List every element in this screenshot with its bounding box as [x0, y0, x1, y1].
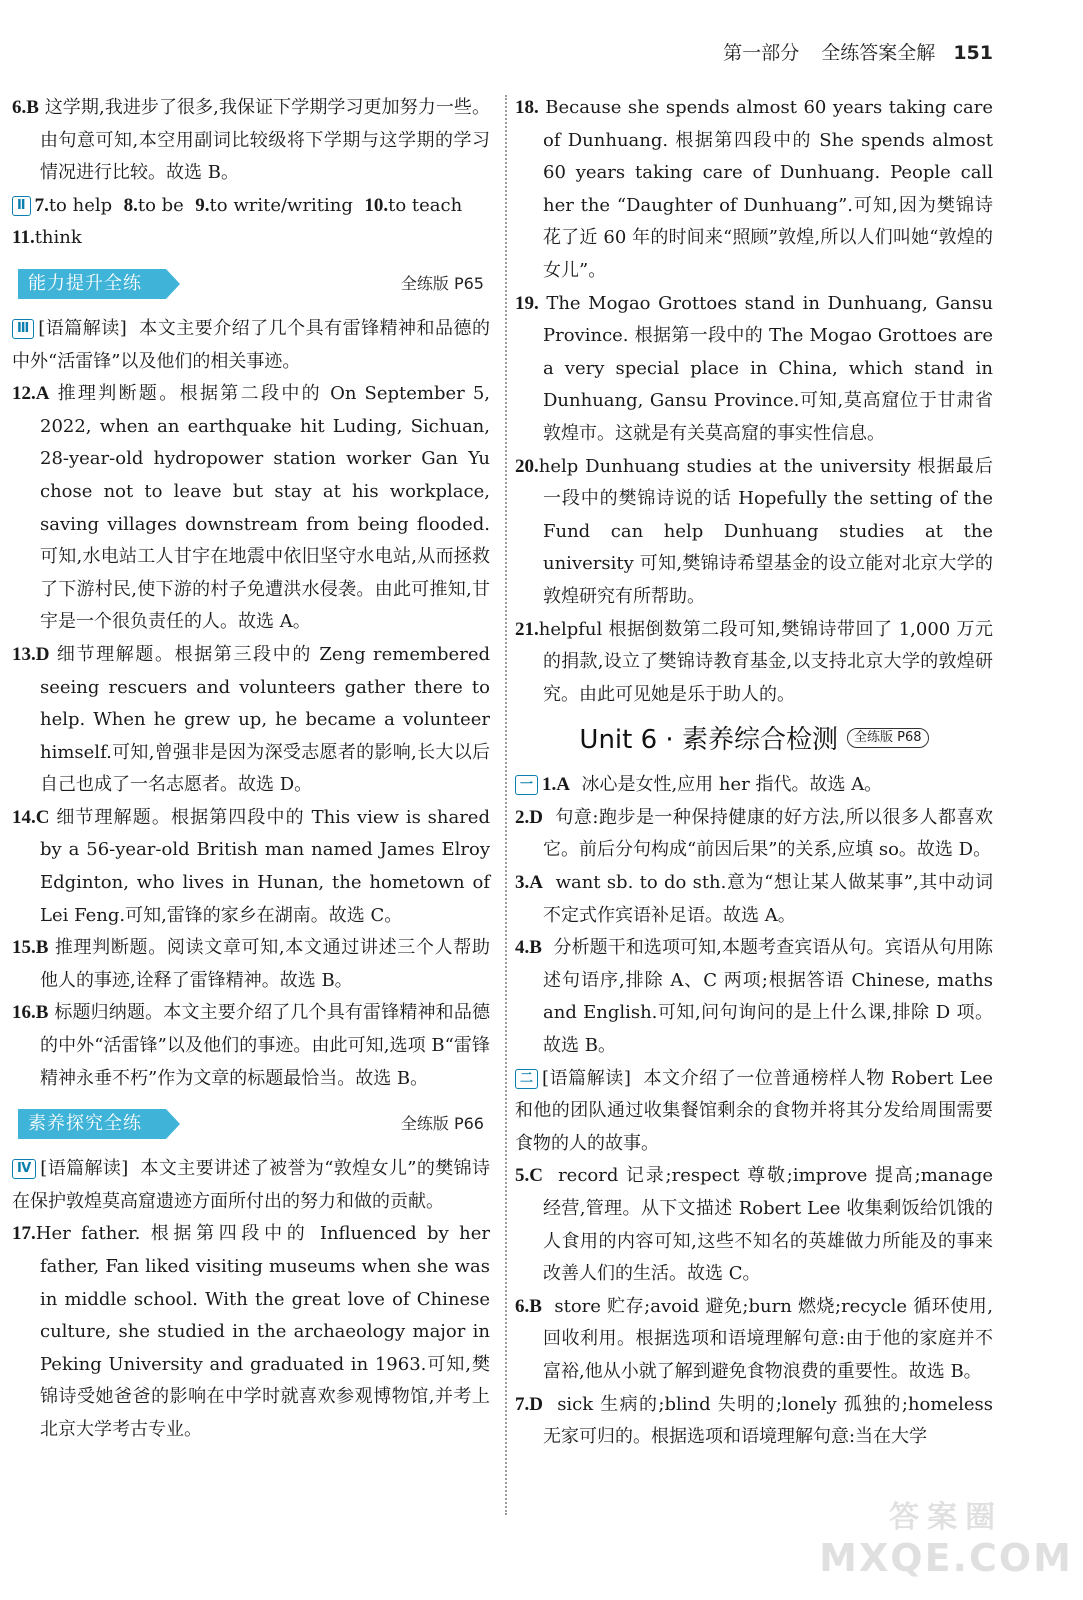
- page-header: [723, 38, 993, 65]
- answer-21: 21.helpful 根据倒数第二段可知,樊锦诗带回了 1,000 万元的捐款,设立了樊锦诗教育基金,以支持北京大学的敦煌研究。由此可见她是乐于助人的。: [515, 618, 993, 705]
- answer-7: 7.D sick 生病的;blind 失明的;lonely 孤独的;homeless 无家可归的。根据选项和语境理解句意:当在大学: [515, 1393, 993, 1448]
- answer-14: 14.C 细节理解题。根据第四段中的 This view is shared by a 56-year-old British man named James Elroy Edginton, who lives in Hunan, the hometown of Lei Feng.可知,雷锋的家乡在湖南。故选 C。: [12, 806, 490, 926]
- part-badge: Ⅱ: [12, 196, 31, 216]
- watermark-mark: 答案圈: [889, 1500, 1004, 1535]
- section-ref: 全练版 P65: [400, 273, 484, 293]
- answer-6: 6.B 这学期,我进步了很多,我保证下学期学习更加努力一些。由句意可知,本空用副词比较级将下学期与这学期的学习情况进行比较。故选 B。: [12, 97, 490, 184]
- section-label: 素养探究全练: [18, 1109, 166, 1139]
- right-column: [515, 92, 993, 1454]
- passage-summary-4: Ⅳ [语篇解读] 本文主要讲述了被誉为“敦煌女儿”的樊锦诗在保护敦煌莫高窟遗迹方面所付出的努力和做的贡献。: [12, 1158, 490, 1212]
- header-section: 第一部分: [723, 42, 800, 64]
- answer-18: 18. Because she spends almost 60 years taking care of Dunhuang. 根据第四段中的 She spends almost 60 years taking care of Dunhuang. People call her the “Daughter of Dunhuang”.可知,因为樊锦诗花了近 60 年的时间来“照顾”敦煌,所以人们叫她“敦煌的女儿”。: [515, 97, 993, 281]
- part-2-answers: Ⅱ 7.to help 8.to be 9.to write/writing 10.to teach 11.think: [12, 194, 463, 249]
- answer-4: 4.B 分析题干和选项可知,本题考查宾语从句。宾语从句用陈述句语序,排除 A、C 两项;根据答语 Chinese, maths and English.可知,问句询问的是上什么课,排除 D 项。故选 B。: [515, 937, 993, 1057]
- answer-6-unit: 6.B store 贮存;avoid 避免;burn 燃烧;recycle 循环使用,回收利用。根据选项和语境理解句意:由于他的家庭并不富裕,他从小就了解到避免食物浪费的重要性。故选 B。: [515, 1295, 993, 1382]
- header-title: 全练答案全解: [821, 42, 936, 64]
- answer-13: 13.D 细节理解题。根据第三段中的 Zeng remembered seeing rescuers and volunteers gather there to help. When he grew up, he became a volunteer himself.可知,曾强非是因为深受志愿者的影响,长大以后自己也成了一名志愿者。故选 D。: [12, 643, 490, 796]
- left-column: [12, 92, 490, 1447]
- answer-5: 5.C record 记录;respect 尊敬;improve 提高;manage 经营,管理。从下文描述 Robert Lee 收集剩饭给饥饿的人食用的内容可知,这些不知名的英雄做力所能及的事来改善人们的生活。故选 C。: [515, 1165, 993, 1285]
- answer-1: 一 1.A 冰心是女性,应用 her 指代。故选 A。: [515, 769, 993, 802]
- part-badge: 二: [515, 1069, 538, 1089]
- section-heading-literacy: [12, 1105, 490, 1145]
- section-label: 能力提升全练: [18, 269, 166, 299]
- unit-title: Unit 6 · 素养综合检测: [579, 725, 838, 756]
- unit-heading: [515, 719, 993, 765]
- part-badge: Ⅲ: [12, 319, 34, 339]
- section-ref: 全练版 P66: [400, 1114, 484, 1134]
- part-badge: 一: [515, 775, 538, 795]
- answer-12: 12.A 推理判断题。根据第二段中的 On September 5, 2022, when an earthquake hit Luding, Sichuan, 28-year-old hydropower station worker Gan Yu chose not to leave but stay at his workplace, saving villages downstream from being flooded.可知,水电站工人甘宇在地震中依旧坚守水电站,从而拯救了下游村民,使下游的村子免遭洪水侵袭。由此可推知,甘宇是一个很负责任的人。故选 A。: [12, 383, 490, 633]
- watermark: [819, 1492, 1073, 1580]
- answer-20: 20.help Dunhuang studies at the university 根据最后一段中的樊锦诗说的话 Hopefully the setting of the Fund can help Dunhuang studies at the university 可知,樊锦诗希望基金的设立能对北京大学的敦煌研究有所帮助。: [515, 455, 993, 607]
- answer-19: 19. The Mogao Grottoes stand in Dunhuang, Gansu Province. 根据第一段中的 The Mogao Grottoes are a very special place in China, which stand in Dunhuang, Gansu Province.可知,莫高窟位于甘肃省敦煌市。这就是有关莫高窟的事实性信息。: [515, 292, 993, 444]
- part-badge: Ⅳ: [12, 1159, 36, 1179]
- page-number: 151: [953, 42, 993, 64]
- passage-summary-2: 二 [语篇解读] 本文介绍了一位普通榜样人物 Robert Lee 和他的团队通过收集餐馆剩余的食物并将其分发给周围需要食物的人的故事。: [515, 1067, 993, 1154]
- answer-16: 16.B 标题归纳题。本文主要介绍了几个具有雷锋精神和品德的中外“活雷锋”以及他们的事迹。由此可知,选项 B“雷锋精神永垂不朽”作为文章的标题最恰当。故选 B。: [12, 1002, 490, 1089]
- passage-summary-3: Ⅲ [语篇解读] 本文主要介绍了几个具有雷锋精神和品德的中外“活雷锋”以及他们的相关事迹。: [12, 317, 491, 372]
- section-heading-ability: [12, 265, 490, 305]
- answer-2: 2.D 句意:跑步是一种保持健康的好方法,所以很多人都喜欢它。前后分句构成“前因后果”的关系,应填 so。故选 D。: [515, 806, 993, 861]
- column-divider: [505, 95, 507, 1515]
- unit-ref: 全练版 P68: [847, 728, 929, 748]
- watermark-site: MXQE.COM: [819, 1536, 1073, 1580]
- answer-3: 3.A want sb. to do sth.意为“想让某人做某事”,其中动词不定式作宾语补足语。故选 A。: [515, 872, 993, 926]
- answer-15: 15.B 推理判断题。阅读文章可知,本文通过讲述三个人帮助他人的事迹,诠释了雷锋精神。故选 B。: [12, 937, 490, 991]
- answer-17: 17.Her father. 根据第四段中的 Influenced by her father, Fan liked visiting museums when she was in middle school. With the great love of Chinese culture, she studied in the archaeology major in Peking University and graduated in 1963.可知,樊锦诗受她爸爸的影响在中学时就喜欢参观博物馆,并考上北京大学考古专业。: [12, 1223, 490, 1440]
